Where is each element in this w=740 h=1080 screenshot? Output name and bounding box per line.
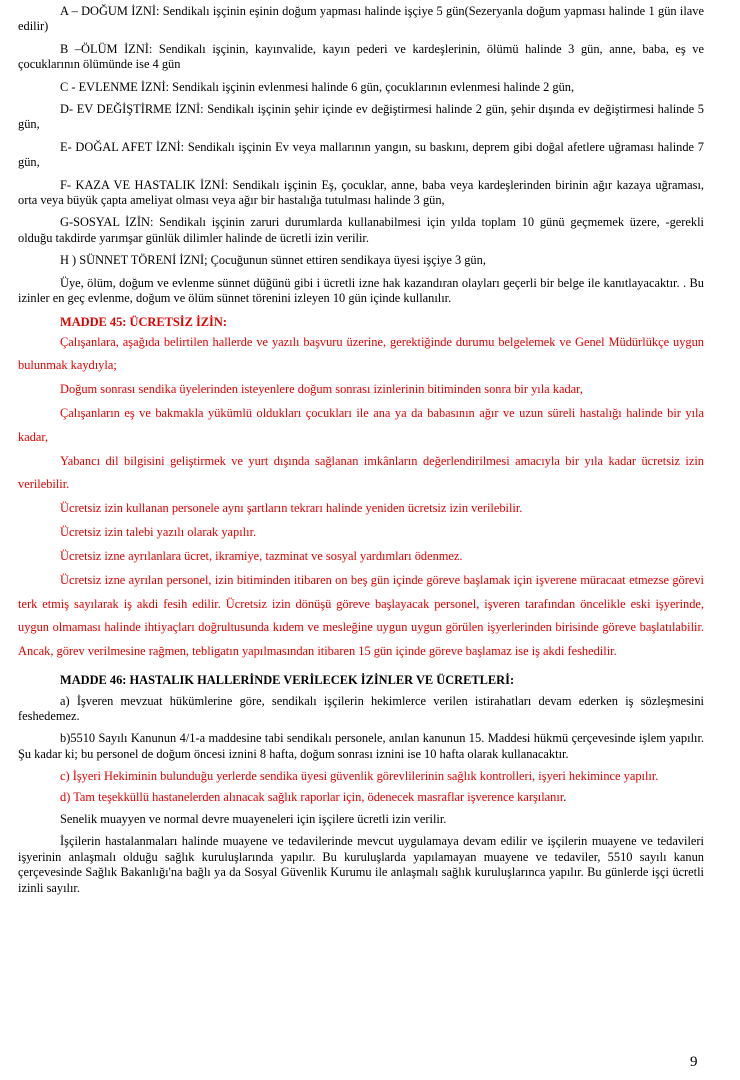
madde46-item-d-text: d) Tam teşekküllü hastanelerden alınacak sağlık raporlar için, ödenecek masraflar işverence karşılanır (60, 790, 564, 805)
madde45-paragraph: Ücretsiz izne ayrılan personel, izin bitiminden itibaren on beş gün içinde göreve başlamak için işverene müracaat etmezse görevi terk etmiş sayılarak iş akdi fesih edilir. Ücretsiz izin dönüşü göreve başlayacak personel, işveren tarafından öncelikle eski işyerinde, uygun olmaması halinde ihtiyaçları doğrultusunda kıdem ve mesleğine uygun uygun görülen işyerlerinden birisinde göreve başlatılabilir. Ancak, görev verilmesine rağmen, tebligatın yapılmasından itibaren 15 gün içinde göreve başlamaz ise iş akdi feshedilir. (18, 573, 704, 658)
page-content (18, 4, 704, 902)
madde46-item-d (18, 790, 704, 805)
leave-item-sosyal: G-SOSYAL İZİN: Sendikalı işçinin zaruri durumlarda kullanabilmesi için yılda toplam 10 günü geçmemek üzere, -gerekli olduğu takdirde yarımşar günlük dilimler halinde de ücretli izin verilir. (18, 215, 704, 245)
madde45-paragraph: Çalışanlara, aşağıda belirtilen hallerde ve yazılı başvuru üzerine, gerektiğinde durumu belgelemek ve Genel Müdürlükçe uygun bulunmak kaydıyla; (18, 334, 704, 373)
leave-item-dogum: A – DOĞUM İZNİ: Sendikalı işçinin eşinin doğum yapması halinde işçiye 5 gün(Sezeryanla doğum yapması halinde 1 gün ilave edilir) (18, 4, 704, 34)
madde46-section (18, 673, 704, 896)
madde46-item-a: a) İşveren mevzuat hükümlerine göre, sendikalı işçilerin hekimlerce verilen istirahatları devam ederken iş sözleşmesini feshedemez. (18, 693, 704, 724)
madde45-paragraph: Doğum sonrası sendika üyelerinden isteyenlere doğum sonrası izinlerinin bitiminden sonra bir yıla kadar, (60, 382, 583, 397)
leave-item-ev-degistirme: D- EV DEĞİŞTİRME İZNİ: Sendikalı işçinin şehir içinde ev değiştirmesi halinde 2 gün, şehir dışında ev değiştirmesi halinde 5 gün, (18, 102, 704, 132)
madde46-periodic-exams: Senelik muayyen ve normal devre muayeneleri için işçilere ücretli izin verilir. (60, 812, 447, 827)
madde45-paragraph: Ücretsiz izin kullanan personele aynı şartların tekrarı halinde yeniden ücretsiz izin verilebilir. (60, 501, 523, 516)
leave-item-dogal-afet: E- DOĞAL AFET İZNİ: Sendikalı işçinin Ev veya mallarının yangın, su baskını, deprem gibi doğal afetlere uğraması halinde 7 gün, (18, 139, 704, 170)
madde46-item-b: b)5510 Sayılı Kanunun 4/1-a maddesine tabi sendikalı personele, anılan kanunun 15. Maddesi hükmü çerçevesinde işlem yapılır. Şu kadar ki; bu personel de doğum öncesi iznini 8 hafta, doğum sonrası iznini ise 10 hafta olarak kullanacaktır. (18, 731, 704, 761)
madde45-paragraph: Çalışanların eş ve bakmakla yükümlü oldukları çocukları ile ana ya da babasının ağır ve uzun süreli hastalığı halinde bir yıla kadar, (18, 406, 704, 444)
madde46-item-c: c) İşyeri Hekiminin bulunduğu yerlerde sendika üyesi güvenlik görevlilerinin sağlık kontrolleri, işyeri hekimince yapılır. (60, 768, 659, 783)
leave-item-kaza-hastalik: F- KAZA VE HASTALIK İZNİ: Sendikalı işçinin Eş, çocuklar, anne, baba veya kardeşlerinden birinin ağır kazaya uğraması, orta veya büyük çapta ameliyat olması veya ağır bir hastalığa tutulması halinde 3 gün, (18, 177, 704, 208)
leave-item-evlenme: C - EVLENME İZNİ: Sendikalı işçinin evlenmesi halinde 6 gün, çocuklarının evlenmesi halinde 2 gün, (60, 79, 575, 94)
leave-documentation-note: Üye, ölüm, doğum ve evlenme sünnet düğünü gibi i ücretli izne hak kazandıran olayları geçerli bir belge ile kanıtlayacaktır. . Bu izinler en geç evlenme, doğum ve ölüm sünnet törenini izleyen 10 gün içinde kullanılır. (18, 275, 704, 306)
madde46-item-d-period: . (563, 790, 567, 805)
madde45-paragraph: Ücretsiz izin talebi yazılı olarak yapılır. (60, 525, 257, 540)
leave-item-sunnet: H ) SÜNNET TÖRENİ İZNİ; Çocuğunun sünnet ettiren sendikaya üyesi işçiye 3 gün, (60, 253, 486, 268)
madde45-paragraph: Ücretsiz izne ayrılanlara ücret, ikramiye, tazminat ve sosyal yardımları ödenmez. (60, 549, 463, 564)
leave-item-olum: B –ÖLÜM İZNİ: Sendikalı işçinin, kayınvalide, kayın pederi ve kardeşlerinin, ölümü halinde 3 gün, anne, baba, eş ve çocuklarının ölümünde ise 4 gün (18, 41, 704, 72)
page-number: 9 (690, 1054, 698, 1070)
leave-types-section (18, 4, 704, 307)
madde45-section (18, 314, 704, 664)
madde46-heading: MADDE 46: HASTALIK HALLERİNDE VERİLECEK İZİNLER VE ÜCRETLERİ: (60, 672, 515, 687)
madde45-paragraph: Yabancı dil bilgisini geliştirmek ve yurt dışında sağlanan imkânların değerlendirilmesi amacıyla bir yıla kadar ücretsiz izin verilebilir. (18, 453, 704, 492)
madde46-treatment: İşçilerin hastalanmaları halinde muayene ve tedavilerinde mevcut uygulamaya devam edilir ve işçilerin muayene ve tedavileri işyerinin anlaşmalı olduğu sağlık kuruluşlarında yapılır. Bu kuruluşlarda yapılamayan muayene ve tedaviler, 5510 sayılı kanun çerçevesinde Sağlık Bakanlığı'na bağlı ya da Sosyal Güvenlik Kurumu ile anlaşmalı sağlık kuruluşlarınca yapılır. Bu günlerde işçi ücretli izinli sayılır. (18, 834, 704, 895)
madde45-heading: MADDE 45: ÜCRETSİZ İZİN: (60, 314, 227, 329)
